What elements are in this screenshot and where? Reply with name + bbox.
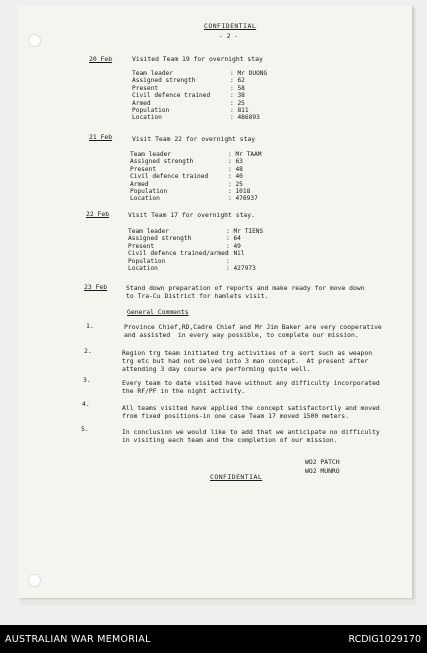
detail-key: Assigned strength	[128, 235, 192, 243]
detail-key: Present	[132, 84, 159, 92]
entry-title: Visit Team 22 for overnight stay	[132, 135, 256, 143]
detail-value: : Mr TAAM	[228, 151, 262, 158]
detail-key: Assigned strength	[130, 158, 194, 166]
detail-value: : 63	[228, 158, 243, 166]
comment-line: Region trg team initiated trg activities of a sort such as weapon	[122, 349, 373, 357]
entry-details	[130, 151, 262, 203]
institution-label: AUSTRALIAN WAR MEMORIAL	[5, 634, 151, 645]
entry-details	[128, 228, 263, 272]
detail-key: Location	[128, 265, 158, 273]
comment-line: trg etc but had not delved into 3 man concept. At present after	[122, 357, 369, 365]
detail-value: : Mr TIENS	[226, 228, 264, 235]
footer-bar	[0, 625, 427, 653]
detail-value: : Nil	[226, 250, 245, 258]
detail-value: : 476937	[228, 195, 258, 203]
detail-value: : 64	[226, 235, 241, 243]
punch-hole	[28, 574, 41, 587]
detail-key: Present	[128, 242, 155, 250]
comment-line: Every team to date visited have without any difficulty incorporated	[122, 379, 380, 387]
signature-line: WO2 MUNRO	[305, 467, 340, 475]
entry-text-line: to Tra-Cu District for hamlets visit.	[126, 292, 269, 300]
comment-line: in visiting each team and the completion of our mission.	[122, 436, 338, 444]
comment-line: the RF/PF in the night activity.	[122, 387, 246, 395]
comment-line: All teams visited have applied the concept satisfactorily and moved	[122, 404, 380, 412]
detail-key: Population	[132, 107, 170, 115]
comment-number: 1.	[86, 322, 94, 330]
comment-number: 4.	[82, 400, 90, 408]
detail-key: Team leader	[130, 151, 171, 158]
punch-hole	[28, 34, 41, 47]
comment-line: and assisted in every way possible, to complete our mission.	[124, 331, 359, 339]
detail-value: : 40	[228, 173, 243, 181]
classification-bottom: CONFIDENTIAL	[210, 473, 263, 481]
signature-line: WO2 PATCH	[305, 458, 340, 466]
comment-line: In conclusion we would like to add that we anticipate no difficulty	[122, 428, 380, 436]
detail-key: Present	[130, 165, 157, 173]
entry-date: 21 Feb	[89, 133, 113, 141]
detail-key: Civil defence trained	[130, 173, 209, 181]
comment-number: 5.	[81, 425, 89, 433]
detail-key: Team leader	[132, 70, 173, 77]
detail-value: : 58	[230, 84, 245, 92]
detail-key: Team leader	[128, 228, 169, 235]
detail-key: Civil defence trained/armed	[128, 250, 229, 258]
detail-key: Civil defence trained	[132, 92, 211, 100]
entry-details	[132, 70, 267, 122]
detail-value: : 1018	[228, 188, 251, 196]
entry-title: Visited Team 19 for overnight stay	[132, 55, 263, 63]
detail-value: : 811	[230, 107, 249, 115]
detail-value: : 62	[230, 77, 245, 85]
section-heading: General Comments	[127, 308, 189, 316]
reference-code: RCDIG1029170	[348, 634, 421, 645]
detail-key: Armed	[130, 180, 149, 188]
detail-key: Armed	[132, 99, 151, 107]
detail-value: : 25	[228, 180, 243, 188]
entry-date: 20 Feb	[89, 55, 113, 63]
detail-key: Assigned strength	[132, 77, 196, 85]
comment-line: from fixed positions-in one case Team 17 moved 1500 meters.	[122, 412, 350, 420]
detail-key: Location	[132, 114, 162, 122]
comment-line: Province Chief,RD,Cadre Chief and Mr Jim Baker are very cooperative	[124, 323, 382, 331]
page-number: - 2 -	[219, 32, 239, 40]
detail-value: : 427973	[226, 265, 256, 273]
classification-top: CONFIDENTIAL	[204, 22, 257, 30]
comment-number: 3.	[83, 376, 91, 384]
detail-value: : 486893	[230, 114, 260, 122]
entry-date: 23 Feb	[84, 283, 108, 291]
comment-number: 2.	[84, 347, 92, 355]
detail-value: : Mr DUONG	[230, 70, 268, 77]
detail-value: : 25	[230, 99, 245, 107]
entry-date: 22 Feb	[86, 210, 110, 218]
detail-key: Location	[130, 195, 160, 203]
detail-value: :	[226, 257, 230, 265]
detail-key: Population	[130, 188, 168, 196]
detail-key: Population	[128, 257, 166, 265]
detail-value: : 38	[230, 92, 245, 100]
entry-text-line: Stand down preparation of reports and make ready for move down	[126, 284, 365, 292]
comment-line: attending 3 day course are performing quite well.	[122, 365, 311, 373]
detail-value: : 49	[226, 242, 241, 250]
entry-title: Visit Team 17 for overnight stay.	[128, 211, 255, 219]
detail-value: : 48	[228, 165, 243, 173]
